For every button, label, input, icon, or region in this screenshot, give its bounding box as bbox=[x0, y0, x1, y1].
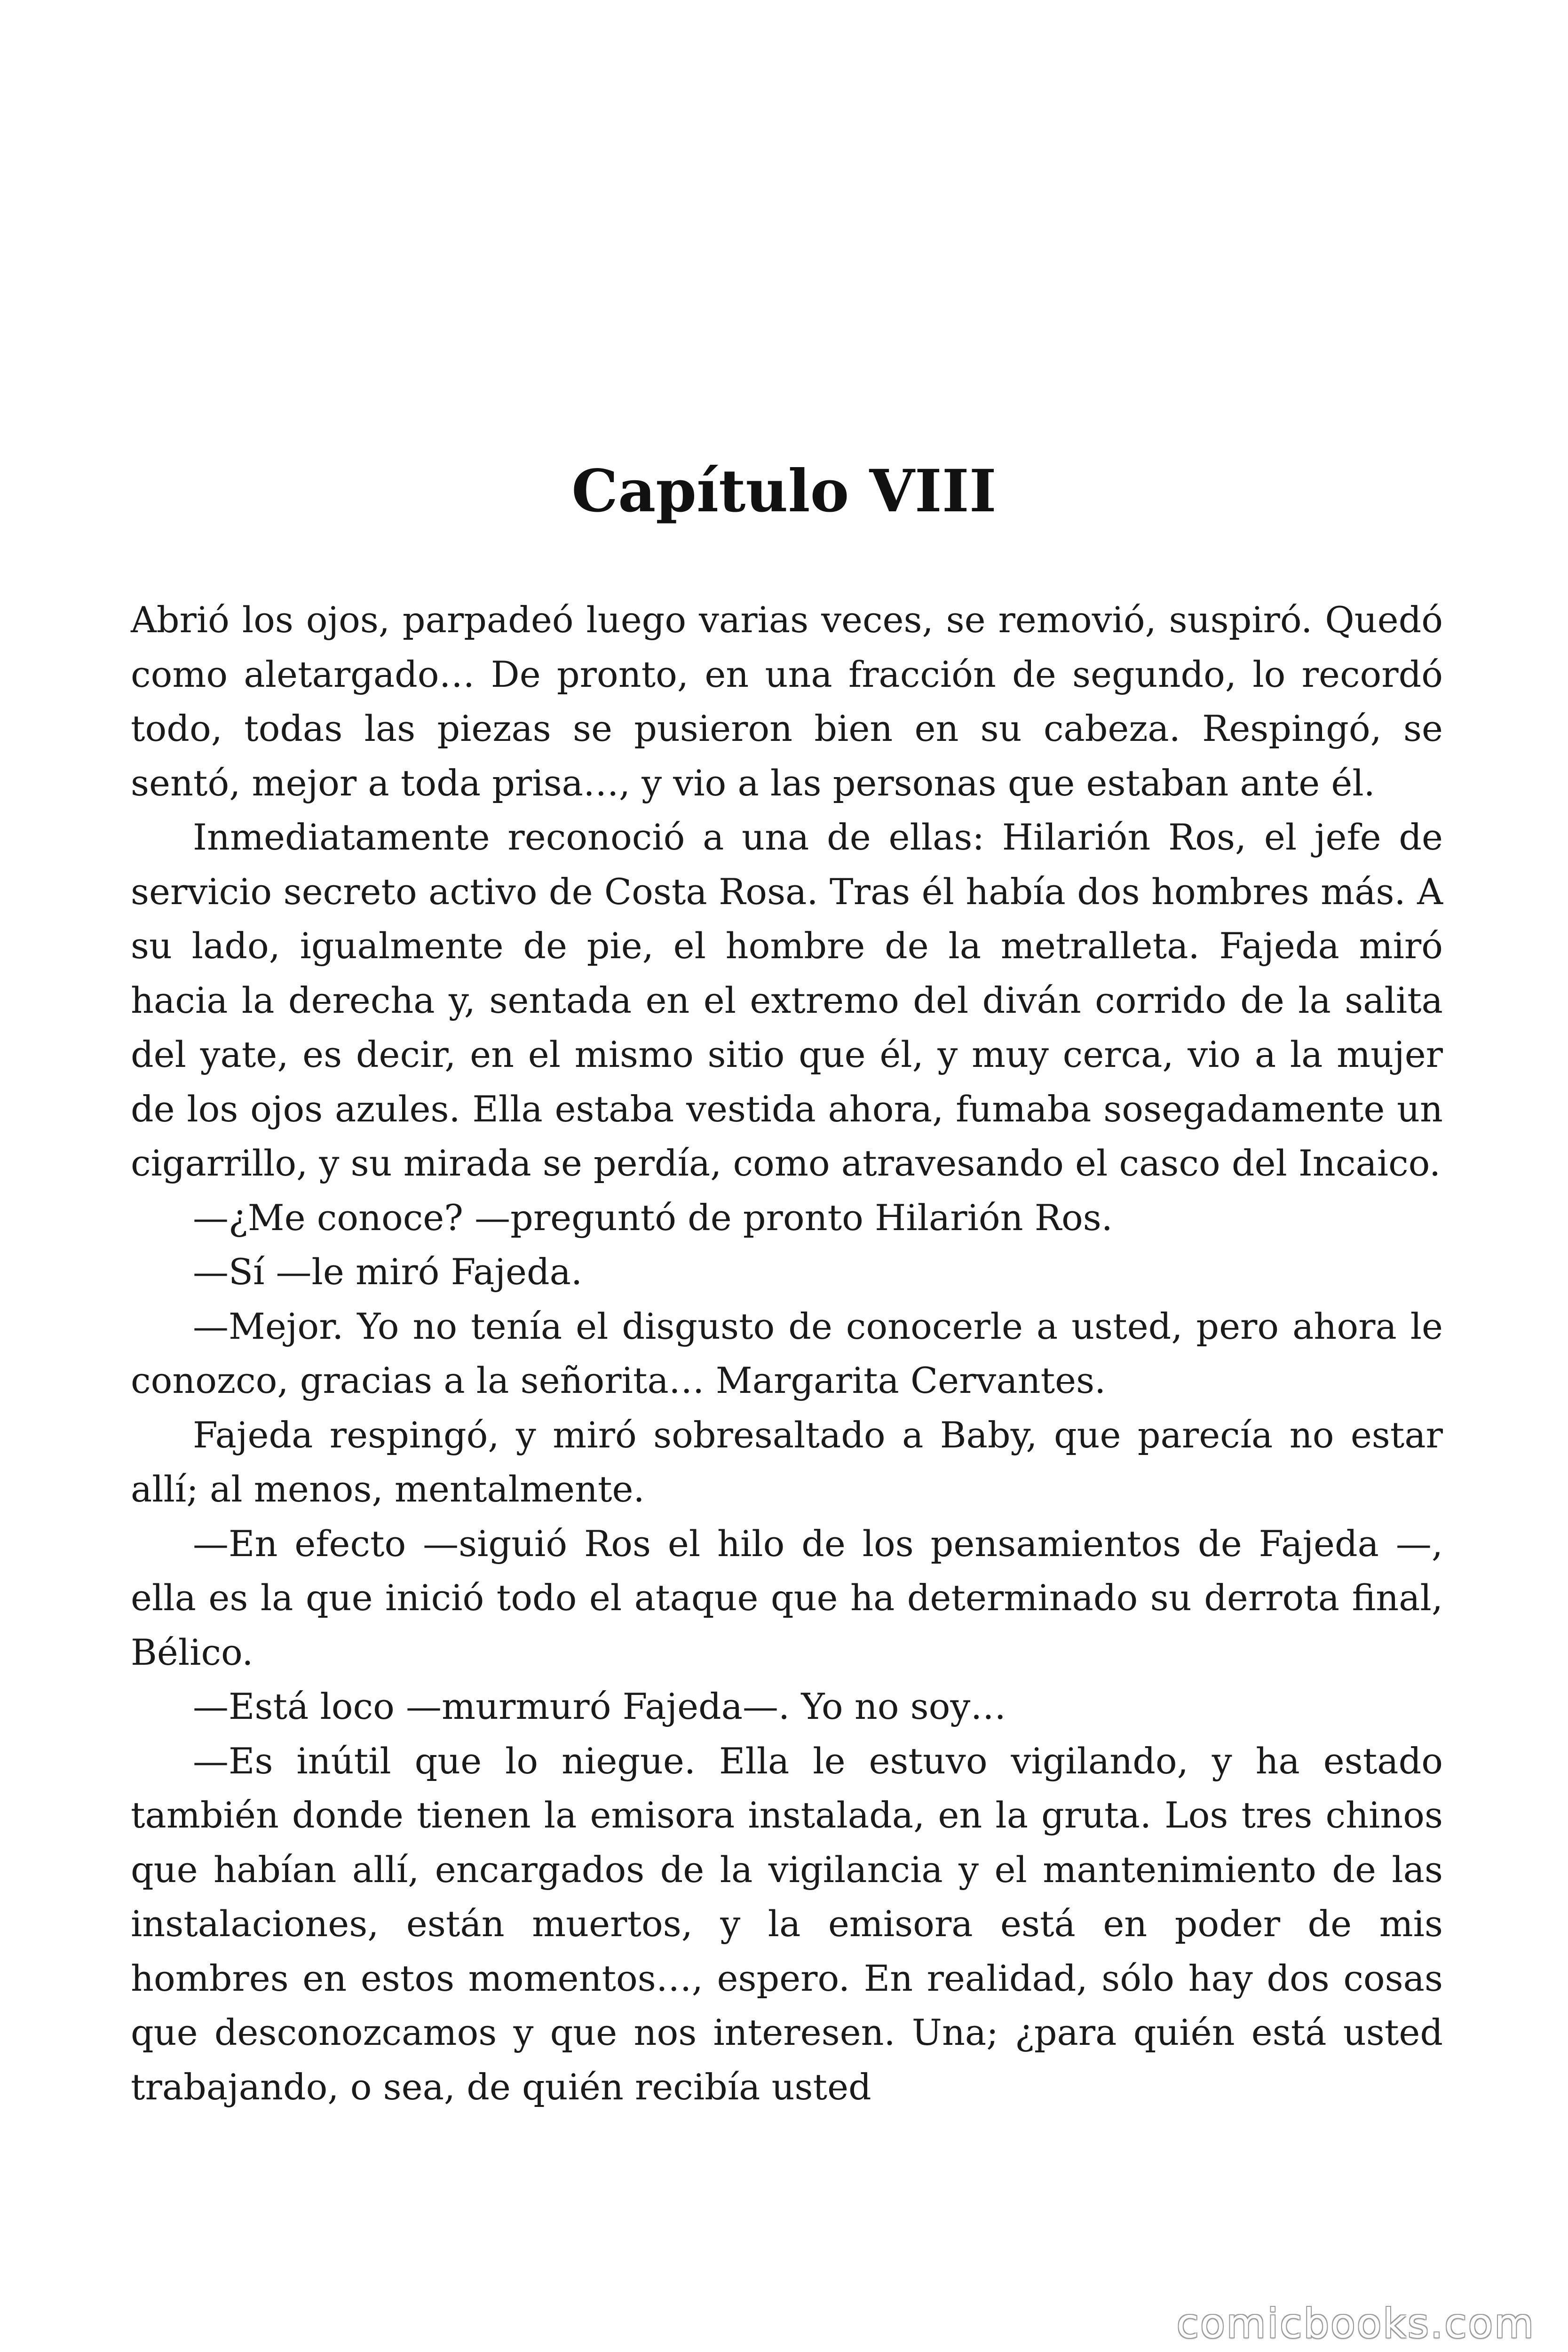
paragraph-8: —Está loco —murmuró Fajeda—. Yo no soy… bbox=[193, 1685, 1006, 1727]
chapter-title: Capítulo VIII bbox=[571, 457, 997, 525]
paragraph-6: Fajeda respingó, y miró sobresaltado a Baby, que parecía no estar allí; al menos, mentalmente. bbox=[131, 1414, 1443, 1510]
paragraph-7: —En efecto —siguió Ros el hilo de los pensamientos de Fajeda —, ella es la que inició todo el ataque que ha determinado su derrota final, Bélico. bbox=[131, 1522, 1443, 1673]
chapter-text bbox=[131, 593, 1443, 2114]
paragraph-3: —¿Me conoce? —preguntó de pronto Hilarión Ros. bbox=[193, 1196, 1113, 1239]
paragraph-5: —Mejor. Yo no tenía el disgusto de conocerle a usted, pero ahora le conozco, gracias a la señorita… Margarita Cervantes. bbox=[131, 1305, 1443, 1401]
paragraph-1: Abrió los ojos, parpadeó luego varias veces, se removió, suspiró. Quedó como aletargado… De pronto, en una fracción de segundo, lo recordó todo, todas las piezas se pusieron bien en su cabeza. Respingó, se sentó, mejor a toda prisa…, y vio a las personas que estaban ante él. bbox=[131, 599, 1443, 804]
paragraph-9: —Es inútil que lo niegue. Ella le estuvo vigilando, y ha estado también donde tienen la emisora instalada, en la gruta. Los tres chinos que habían allí, encargados de la vigilancia y el mantenimiento de las instalaciones, están muertos, y la emisora está en poder de mis hombres en estos momentos…, espero. En realidad, sólo hay dos cosas que desconozcamos y que nos interesen. Una; ¿para quién está usted trabajando, o sea, de quién recibía usted bbox=[131, 1740, 1443, 2108]
watermark: comicbooks.com bbox=[1176, 2300, 1535, 2347]
paragraph-2: Inmediatamente reconoció a una de ellas: Hilarión Ros, el jefe de servicio secreto activo de Costa Rosa. Tras él había dos hombres más. A su lado, igualmente de pie, el hombre de la metralleta. Fajeda miró hacia la derecha y, sentada en el extremo del diván corrido de la salita del yate, es decir, en el mismo sitio que él, y muy cerca, vio a la mujer de los ojos azules. Ella estaba vestida ahora, fumaba sosegadamente un cigarrillo, y su mirada se perdía, como atravesando el casco del Incaico. bbox=[131, 816, 1443, 1184]
paragraph-4: —Sí —le miró Fajeda. bbox=[193, 1251, 583, 1293]
